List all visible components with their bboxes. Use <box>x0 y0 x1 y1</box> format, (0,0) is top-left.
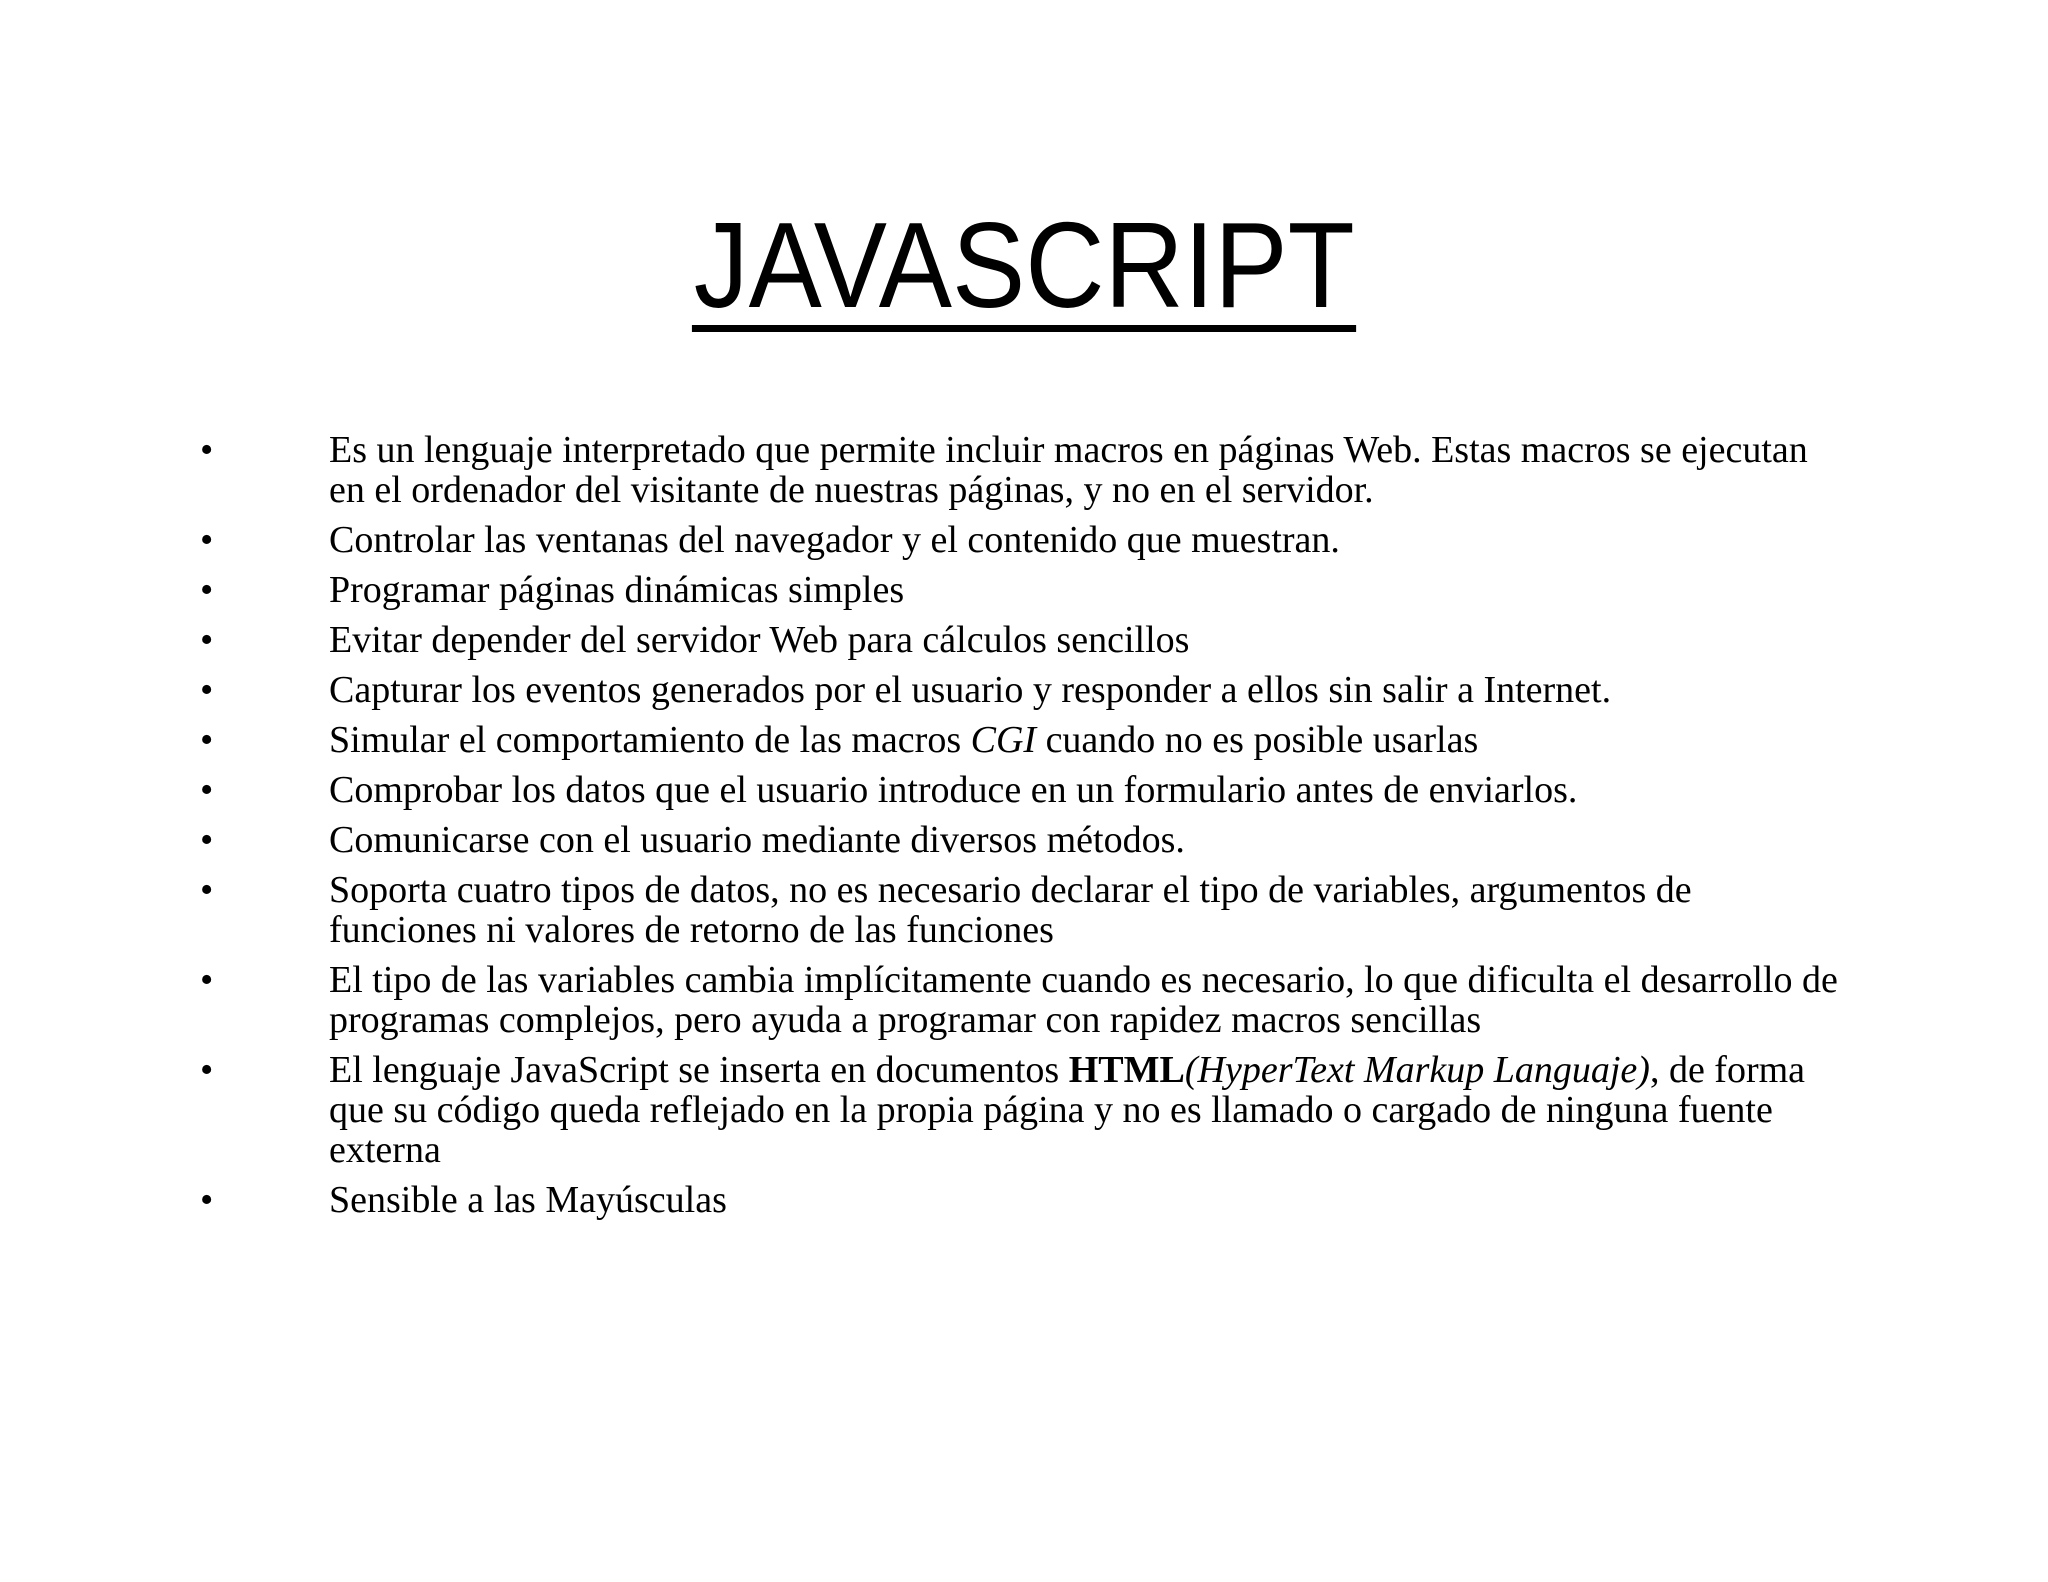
bullet-list <box>0 430 1844 1230</box>
bullet-icon: • <box>200 1049 214 1091</box>
item-text: Controlar las ventanas del navegador y el contenido que muestran. <box>329 519 1340 561</box>
bullet-icon: • <box>200 569 214 611</box>
list-item <box>0 770 1844 810</box>
list-item <box>0 570 1844 610</box>
item-text: Evitar depender del servidor Web para cálculos sencillos <box>329 619 1190 661</box>
page-title: JAVASCRIPT <box>693 197 1355 333</box>
list-item <box>0 960 1844 1040</box>
list-item <box>0 1180 1844 1220</box>
list-item <box>0 430 1844 510</box>
item-text: Comunicarse con el usuario mediante diversos métodos. <box>329 819 1185 861</box>
list-item <box>0 670 1844 710</box>
item-text: , de forma que su código queda reflejado en la propia página y no es llamado o cargado de ninguna fuente externa <box>329 1049 1806 1171</box>
item-text: Es un lenguaje interpretado que permite incluir macros en páginas Web. Estas macros se ejecutan en el ordenador del visitante de nuestras páginas, y no en el servidor. <box>329 429 1808 511</box>
bullet-icon: • <box>200 769 214 811</box>
bullet-icon: • <box>200 719 214 761</box>
list-item <box>0 620 1844 660</box>
item-text: El lenguaje JavaScript se inserta en documentos <box>329 1049 1069 1091</box>
item-text: Comprobar los datos que el usuario introduce en un formulario antes de enviarlos. <box>329 769 1578 811</box>
list-item <box>0 870 1844 950</box>
bullet-icon: • <box>200 519 214 561</box>
bullet-icon: • <box>200 619 214 661</box>
bullet-icon: • <box>200 959 214 1001</box>
bullet-icon: • <box>200 669 214 711</box>
list-item <box>0 1050 1844 1170</box>
list-item <box>0 820 1844 860</box>
item-italic-text: CGI <box>970 719 1037 761</box>
title-container <box>0 197 2048 333</box>
item-text: Programar páginas dinámicas simples <box>329 569 905 611</box>
list-item <box>0 520 1844 560</box>
item-text: Simular el comportamiento de las macros <box>329 719 971 761</box>
list-item <box>0 720 1844 760</box>
item-text: Soporta cuatro tipos de datos, no es necesario declarar el tipo de variables, argumentos de funciones ni valores de retorno de las funciones <box>329 869 1692 951</box>
item-text: El tipo de las variables cambia implícitamente cuando es necesario, lo que dificulta el desarrollo de programas complejos, pero ayuda a programar con rapidez macros sencillas <box>329 959 1838 1041</box>
bullet-icon: • <box>200 819 214 861</box>
bullet-icon: • <box>200 429 214 471</box>
item-italic-text: (HyperText Markup Languaje) <box>1184 1049 1650 1091</box>
bullet-icon: • <box>200 869 214 911</box>
item-text: Capturar los eventos generados por el usuario y responder a ellos sin salir a Internet. <box>329 669 1612 711</box>
item-bold-text: HTML <box>1068 1049 1185 1091</box>
item-text: cuando no es posible usarlas <box>1036 719 1479 761</box>
bullet-icon: • <box>200 1179 214 1221</box>
item-text: Sensible a las Mayúsculas <box>329 1179 727 1221</box>
